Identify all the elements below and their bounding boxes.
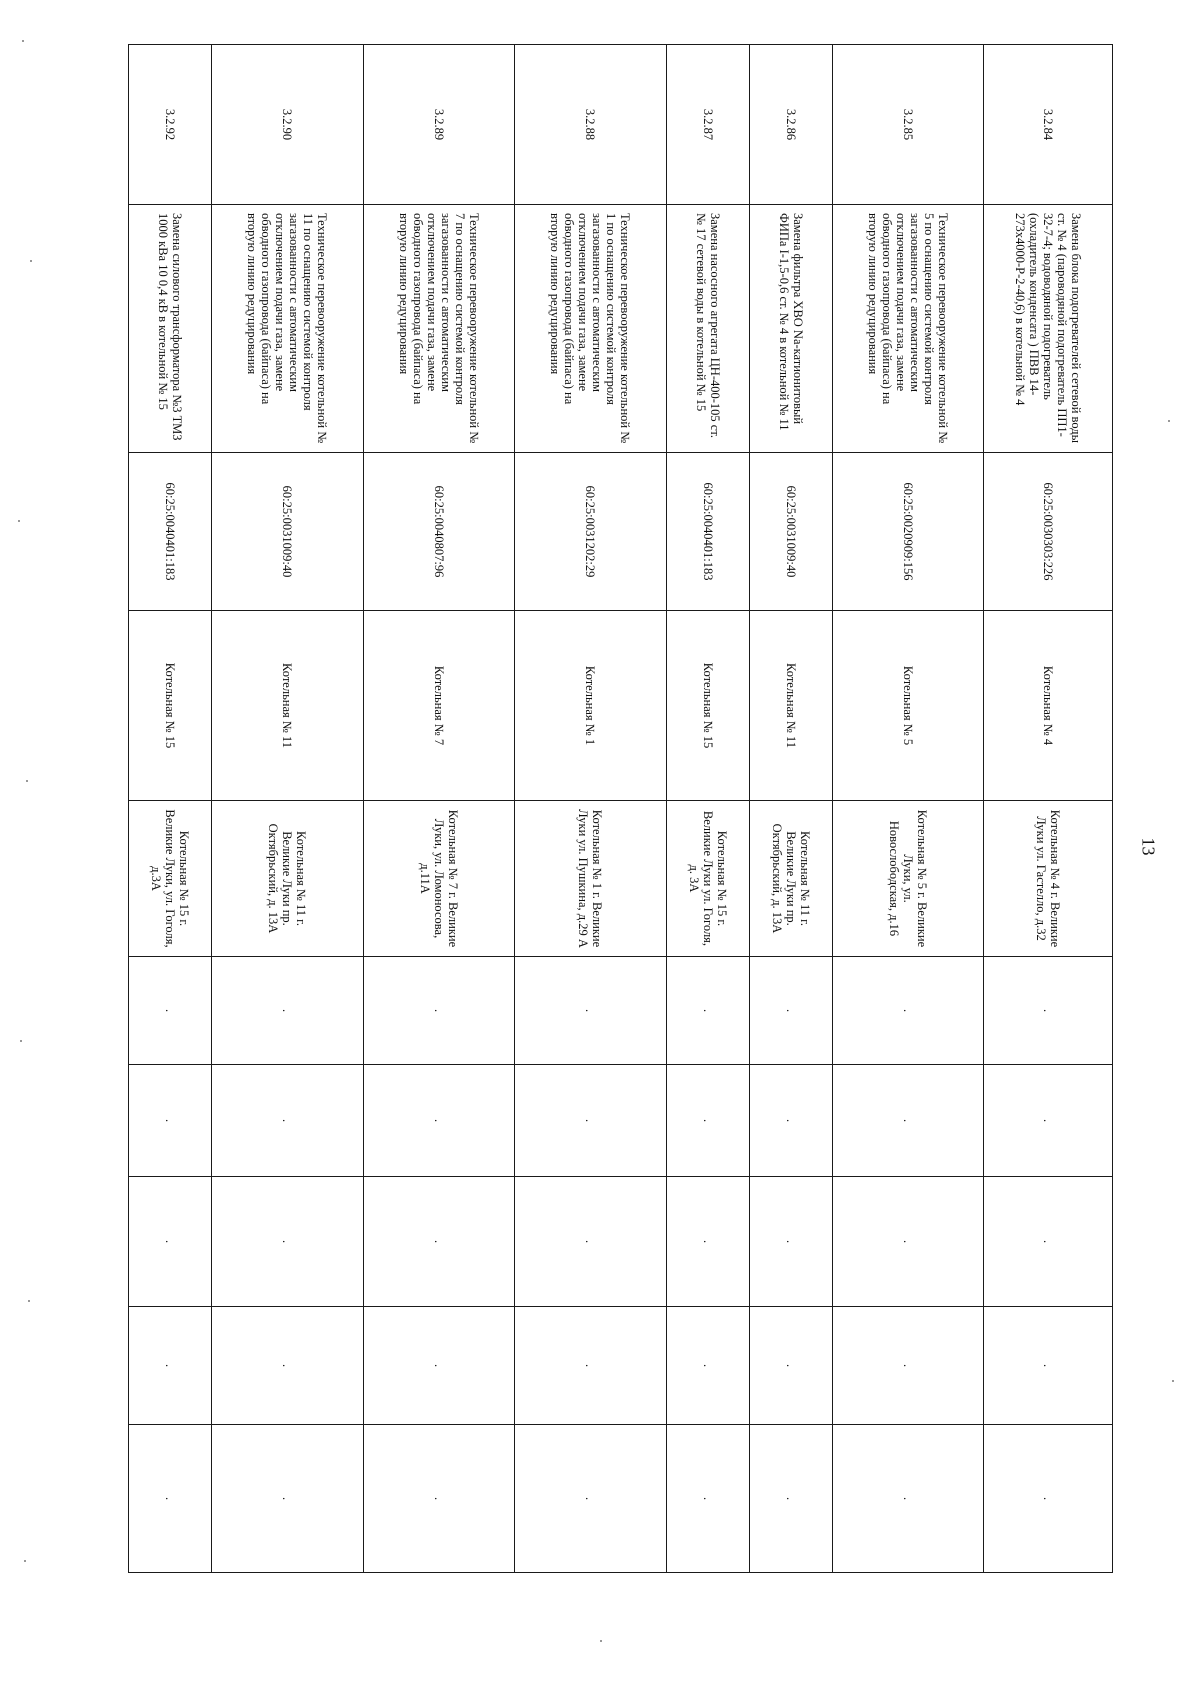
work-description-cell: Техническое перевооружение котельной № 7 по оснащению системой контроля загазованности с автоматическим отключением подачи газа, замене обводного газопровода (байпаса) на вторую линию редуцирования: [363, 205, 515, 453]
row-number-cell: 3.2.90: [212, 45, 364, 205]
row-number-cell: 3.2.89: [363, 45, 515, 205]
empty-cell: .: [984, 1177, 1113, 1307]
scan-speck: [18, 520, 20, 522]
empty-cell: .: [984, 1425, 1113, 1573]
table-row: [832, 45, 984, 1573]
row-number-cell: 3.2.92: [129, 45, 212, 205]
empty-cell: .: [212, 1065, 364, 1177]
scan-speck: [28, 1300, 30, 1302]
cadastral-number-cell: 60:25:0040401:183: [129, 453, 212, 611]
facility-name-cell: Котельная № 15: [666, 611, 749, 801]
facility-address-cell: Котельная № 11 г. Великие Луки пр. Октябрьский, д. 13А: [212, 801, 364, 957]
table-row: [515, 45, 667, 1573]
empty-cell: .: [749, 1177, 832, 1307]
empty-cell: .: [129, 1065, 212, 1177]
work-description-cell: Техническое перевооружение котельной № 1 по оснащению системой контроля загазованности с автоматическим отключением подачи газа, замене обводного газопровода (байпаса) на вторую линию редуцирования: [515, 205, 667, 453]
empty-cell: .: [363, 1307, 515, 1425]
empty-cell: .: [666, 1177, 749, 1307]
empty-cell: .: [749, 1425, 832, 1573]
empty-cell: .: [984, 1065, 1113, 1177]
table-row: [749, 45, 832, 1573]
cadastral-number-cell: 60:25:0031009:40: [749, 453, 832, 611]
empty-cell: .: [832, 957, 984, 1065]
table-row: [984, 45, 1113, 1573]
empty-cell: .: [363, 957, 515, 1065]
empty-cell: .: [212, 1425, 364, 1573]
empty-cell: .: [363, 1425, 515, 1573]
empty-cell: .: [515, 1307, 667, 1425]
facility-address-cell: Котельная № 7 г. Великие Луки, ул. Ломоносова, д.11А: [363, 801, 515, 957]
empty-cell: .: [363, 1065, 515, 1177]
empty-cell: .: [832, 1425, 984, 1573]
facility-name-cell: Котельная № 5: [832, 611, 984, 801]
scan-speck: [24, 1560, 26, 1562]
empty-cell: .: [515, 1425, 667, 1573]
table-row: [129, 45, 212, 1573]
facility-name-cell: Котельная № 15: [129, 611, 212, 801]
row-number-cell: 3.2.84: [984, 45, 1113, 205]
empty-cell: .: [749, 957, 832, 1065]
work-description-cell: Замена силового трансформатора №3 ТМЗ 1000 кВа 10 0,4 кВ в котельной № 15: [129, 205, 212, 453]
empty-cell: .: [984, 1307, 1113, 1425]
empty-cell: .: [129, 1307, 212, 1425]
empty-cell: .: [984, 957, 1113, 1065]
empty-cell: .: [515, 1065, 667, 1177]
empty-cell: .: [666, 1065, 749, 1177]
facility-name-cell: Котельная № 7: [363, 611, 515, 801]
cadastral-number-cell: 60:25:0020909:156: [832, 453, 984, 611]
empty-cell: .: [515, 957, 667, 1065]
facility-address-cell: Котельная № 1 г. Великие Луки ул. Пушкина, д.29 А: [515, 801, 667, 957]
project-table: [128, 44, 1113, 1573]
scan-speck: [22, 40, 24, 42]
empty-cell: .: [515, 1177, 667, 1307]
scan-speck: [600, 1640, 602, 1642]
facility-address-cell: Котельная № 15 г. Великие Луки, ул. Гоголя, д.3А: [129, 801, 212, 957]
facility-address-cell: Котельная № 15 г. Великие Луки ул. Гоголя, д. 3А: [666, 801, 749, 957]
empty-cell: .: [749, 1307, 832, 1425]
work-description-cell: Замена блока подогревателей сетевой воды ст. № 4 (пароводяной подогреватель ПП1-32-7-4; водоводяной подогреватель (охладитель конденсата ) ПВВ 14-273х4000-Р-2-40,6) в котельной № 4: [984, 205, 1113, 453]
empty-cell: .: [749, 1065, 832, 1177]
scan-speck: [30, 260, 32, 262]
facility-name-cell: Котельная № 11: [212, 611, 364, 801]
cadastral-number-cell: 60:25:0030303:226: [984, 453, 1113, 611]
work-description-cell: Техническое перевооружение котельной № 5 по оснащению системой контроля загазованности с автоматическим отключением подачи газа, замене обводного газопровода (байпаса) на вторую линию редуцирования: [832, 205, 984, 453]
facility-name-cell: Котельная № 4: [984, 611, 1113, 801]
page-number: 13: [1138, 837, 1159, 856]
empty-cell: .: [666, 1307, 749, 1425]
scan-speck: [26, 780, 28, 782]
work-description-cell: Техническое перевооружение котельной № 11 по оснащению системой контроля загазованности с автоматическим отключением подачи газа, замене обводного газопровода (байпаса) на вторую линию редуцирования: [212, 205, 364, 453]
empty-cell: .: [129, 1177, 212, 1307]
empty-cell: .: [832, 1307, 984, 1425]
empty-cell: .: [212, 1177, 364, 1307]
empty-cell: .: [666, 957, 749, 1065]
row-number-cell: 3.2.86: [749, 45, 832, 205]
facility-name-cell: Котельная № 1: [515, 611, 667, 801]
empty-cell: .: [129, 1425, 212, 1573]
facility-name-cell: Котельная № 11: [749, 611, 832, 801]
work-description-cell: Замена насосного агрегата ЦН-400-105 ст. № 17 сетевой воды в котельной № 15: [666, 205, 749, 453]
cadastral-number-cell: 60:25:0031202:29: [515, 453, 667, 611]
table-row: [363, 45, 515, 1573]
scan-speck: [1168, 420, 1170, 422]
work-description-cell: Замена фильтра ХВО Na-катионитовый ФИПа I-1,5-0,6 ст. № 4 в котельной № 11: [749, 205, 832, 453]
scan-speck: [20, 1040, 22, 1042]
row-number-cell: 3.2.87: [666, 45, 749, 205]
empty-cell: .: [363, 1177, 515, 1307]
scan-speck: [1172, 1380, 1174, 1382]
row-number-cell: 3.2.85: [832, 45, 984, 205]
empty-cell: .: [212, 1307, 364, 1425]
empty-cell: .: [666, 1425, 749, 1573]
empty-cell: .: [832, 1065, 984, 1177]
facility-address-cell: Котельная № 11 г. Великие Луки пр. Октябрьский, д. 13А: [749, 801, 832, 957]
empty-cell: .: [832, 1177, 984, 1307]
table-container: [128, 44, 1113, 1572]
row-number-cell: 3.2.88: [515, 45, 667, 205]
facility-address-cell: Котельная № 4 г. Великие Луки ул. Гастелло, д.32: [984, 801, 1113, 957]
cadastral-number-cell: 60:25:0040807:96: [363, 453, 515, 611]
empty-cell: .: [129, 957, 212, 1065]
facility-address-cell: Котельная № 5 г. Великие Луки, ул. Новослободская, д.16: [832, 801, 984, 957]
cadastral-number-cell: 60:25:0040401:183: [666, 453, 749, 611]
table-row: [212, 45, 364, 1573]
table-row: [666, 45, 749, 1573]
cadastral-number-cell: 60:25:0031009:40: [212, 453, 364, 611]
empty-cell: .: [212, 957, 364, 1065]
